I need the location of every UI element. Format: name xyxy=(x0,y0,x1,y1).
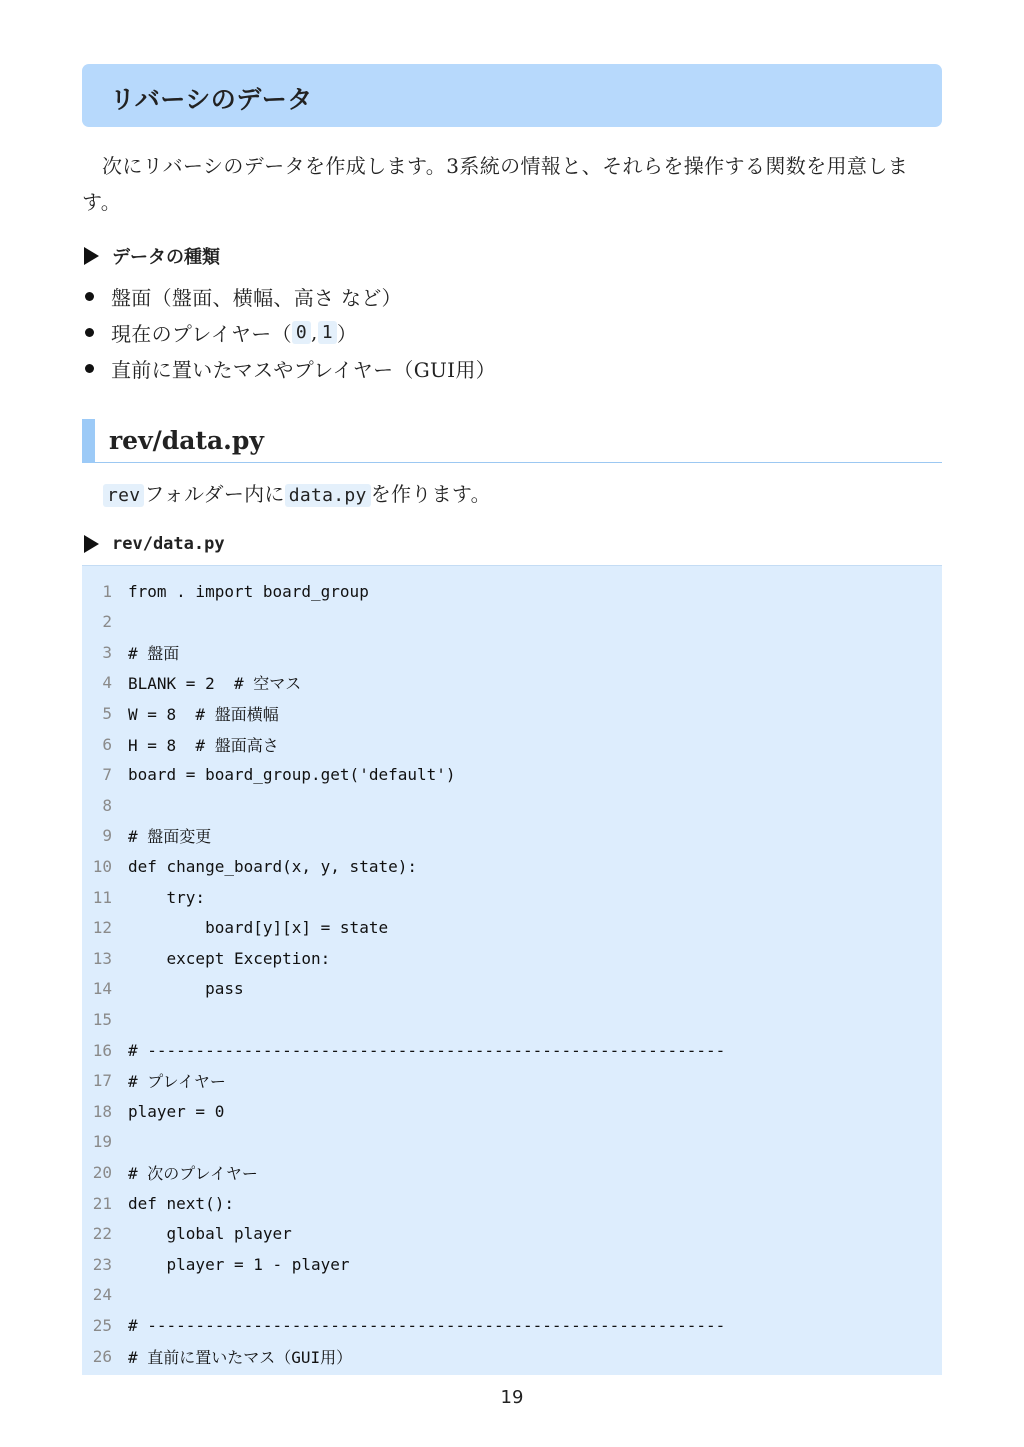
instruction-text: フォルダー内に xyxy=(144,482,285,506)
code-text: from . import board_group xyxy=(128,581,369,601)
code-title: rev/data.py xyxy=(112,534,225,554)
code-text: global player xyxy=(128,1224,292,1244)
code-line xyxy=(82,1004,128,1034)
code-line xyxy=(82,1219,292,1249)
code-line xyxy=(82,576,369,606)
code-text: # ------------------------------------------------------------ xyxy=(128,1040,726,1060)
code-line xyxy=(82,1035,725,1065)
code-line xyxy=(82,851,417,881)
line-number: 6 xyxy=(102,734,112,754)
triangle-icon xyxy=(84,247,99,265)
code-line xyxy=(82,1341,352,1371)
code-text: board = board_group.get('default') xyxy=(128,765,456,785)
line-number: 24 xyxy=(92,1285,112,1305)
line-number: 2 xyxy=(102,612,112,632)
line-number: 25 xyxy=(92,1315,112,1335)
list-item-text: 盤面（盤面、横幅、高さ など） xyxy=(111,285,402,310)
bullet-icon xyxy=(85,292,94,301)
line-number: 1 xyxy=(102,581,112,601)
code-line xyxy=(82,1188,234,1218)
page-number: 19 xyxy=(500,1387,524,1408)
code-line xyxy=(82,729,279,759)
code-line xyxy=(82,668,301,698)
code-text: except Exception: xyxy=(128,948,331,968)
code-line xyxy=(82,1249,350,1279)
code-text: try: xyxy=(128,887,206,907)
line-number: 23 xyxy=(92,1254,112,1274)
code-line xyxy=(82,760,456,790)
data-types-heading xyxy=(84,243,220,269)
file-heading: rev/data.py xyxy=(109,426,264,455)
heading-accent-bar xyxy=(82,419,95,463)
code-text: board[y][x] = state xyxy=(128,918,389,938)
code-text: pass xyxy=(128,979,244,999)
line-number: 20 xyxy=(92,1162,112,1182)
line-number: 18 xyxy=(92,1101,112,1121)
line-number: 26 xyxy=(92,1346,112,1366)
line-number: 7 xyxy=(102,765,112,785)
triangle-icon xyxy=(84,535,99,553)
code-line xyxy=(82,943,330,973)
code-text: # 次のプレイヤー xyxy=(128,1163,258,1183)
code-line xyxy=(82,1157,258,1187)
line-number: 21 xyxy=(92,1193,112,1213)
code-line xyxy=(82,698,279,728)
code-line xyxy=(82,607,128,637)
list-item-text: 直前に置いたマスやプレイヤー（GUI用） xyxy=(111,357,496,382)
line-number: 3 xyxy=(102,642,112,662)
list-item xyxy=(82,278,496,314)
code-text: # 盤面 xyxy=(128,643,180,663)
line-number: 17 xyxy=(92,1071,112,1091)
line-number: 9 xyxy=(102,826,112,846)
code-line xyxy=(82,1310,725,1340)
code-line xyxy=(82,637,179,667)
line-number: 12 xyxy=(92,918,112,938)
line-number: 14 xyxy=(92,979,112,999)
code-text: player = 1 - player xyxy=(128,1254,350,1274)
section-heading: リバーシのデータ xyxy=(110,85,313,114)
code-line xyxy=(82,790,128,820)
code-text: # 盤面変更 xyxy=(128,827,212,847)
code-text: H = 8 # 盤面高さ xyxy=(128,735,279,755)
code-block xyxy=(82,565,942,1375)
section-heading-box xyxy=(82,64,942,127)
code-text: # 直前に置いたマス（GUI用） xyxy=(128,1347,353,1367)
line-number: 4 xyxy=(102,673,112,693)
line-number: 19 xyxy=(92,1132,112,1152)
data-types-label: データの種類 xyxy=(112,247,220,268)
code-line xyxy=(82,821,211,851)
bullet-list xyxy=(82,278,496,386)
code-line xyxy=(82,974,244,1004)
code-text: def next(): xyxy=(128,1193,234,1213)
file-heading-block xyxy=(82,419,942,463)
bullet-icon xyxy=(85,364,94,373)
inline-code: 0 xyxy=(292,321,311,344)
list-item-text: ） xyxy=(336,321,358,346)
code-title-heading xyxy=(84,534,225,554)
list-item-text: 現在のプレイヤー（ xyxy=(111,321,292,346)
line-number: 10 xyxy=(92,856,112,876)
code-text: def change_board(x, y, state): xyxy=(128,856,417,876)
bullet-icon xyxy=(85,328,94,337)
line-number: 13 xyxy=(92,948,112,968)
line-number: 8 xyxy=(102,795,112,815)
line-number: 15 xyxy=(92,1009,112,1029)
list-item xyxy=(82,350,496,386)
line-number: 16 xyxy=(92,1040,112,1060)
code-line xyxy=(82,1066,226,1096)
line-number: 5 xyxy=(102,703,112,723)
code-text: # ------------------------------------------------------------ xyxy=(128,1315,726,1335)
code-line xyxy=(82,1280,128,1310)
code-text: BLANK = 2 # 空マス xyxy=(128,674,302,694)
code-line xyxy=(82,913,388,943)
instruction-paragraph xyxy=(103,480,491,510)
inline-code: 1 xyxy=(318,321,337,344)
code-line xyxy=(82,882,205,912)
inline-code: rev xyxy=(103,484,144,507)
code-text: W = 8 # 盤面横幅 xyxy=(128,704,279,724)
list-item xyxy=(82,314,496,350)
intro-paragraph: 次にリバーシのデータを作成します。3系統の情報と、それらを操作する関数を用意します。 xyxy=(82,154,909,214)
code-text: # プレイヤー xyxy=(128,1072,226,1092)
line-number: 11 xyxy=(92,887,112,907)
line-number: 22 xyxy=(92,1224,112,1244)
code-text: player = 0 xyxy=(128,1101,225,1121)
inline-code: data.py xyxy=(285,484,371,507)
list-item-separator: , xyxy=(311,320,318,344)
code-line xyxy=(82,1127,128,1157)
code-line xyxy=(82,1096,224,1126)
instruction-text: を作ります。 xyxy=(370,482,491,506)
